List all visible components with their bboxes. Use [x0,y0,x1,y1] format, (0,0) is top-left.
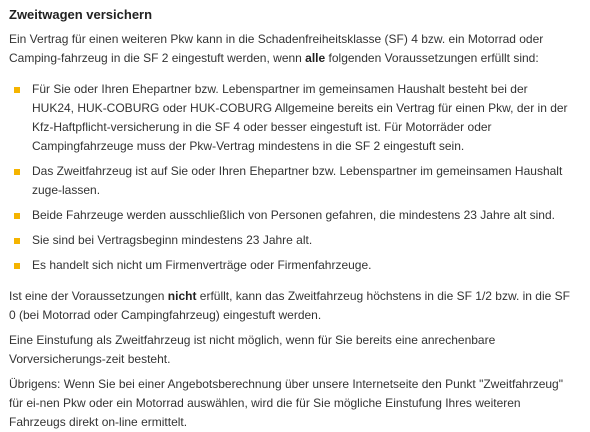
intro-bold-word: alle [305,51,326,65]
intro-text-end: folgenden Voraussetzungen erfüllt sind: [325,51,539,65]
square-bullet-icon [14,213,20,219]
list-item [9,231,570,250]
square-bullet-icon [14,238,20,244]
list-item-text: Das Zweitfahrzeug ist auf Sie oder Ihren Ehepartner bzw. Lebenspartner im gemeinsamen Haushalt zuge-lassen. [32,164,563,197]
square-bullet-icon [14,169,20,175]
list-item-text: Für Sie oder Ihren Ehepartner bzw. Lebenspartner im gemeinsamen Haushalt besteht bei der HUK24, HUK-COBURG oder HUK-COBURG Allgemeine bereits ein Vertrag für einen Pkw, der in der Kfz-Haftpflicht-versicherung in die SF 4 oder besser eingestuft ist. Für Motorräder oder Campingfahrzeuge muss der Pkw-Vertrag mindestens in die SF 2 eingestuft sein. [32,82,568,153]
list-item [9,80,570,156]
not-met-bold-word: nicht [167,289,197,303]
conditions-list [9,80,570,275]
prior-insurance-paragraph: Eine Einstufung als Zweitfahrzeug ist nicht möglich, wenn für Sie bereits eine anrechenbare Vorversicherungs-zeit besteht. [9,333,496,366]
square-bullet-icon [14,87,20,93]
list-item-text: Sie sind bei Vertragsbeginn mindestens 23 Jahre alt. [32,233,313,247]
list-item [9,206,570,225]
list-item-text: Beide Fahrzeuge werden ausschließlich von Personen gefahren, die mindestens 23 Jahre alt sind. [32,208,555,222]
not-met-paragraph [9,287,570,325]
not-met-text-start: Ist eine der Voraussetzungen [9,289,168,303]
intro-text-start: Ein Vertrag für einen weiteren Pkw kann in die Schadenfreiheitsklasse (SF) 4 bzw. ein Motorrad oder Camping-fahrzeug in die SF 2 eingestuft werden, wenn [9,32,544,65]
page-title: Zweitwagen versichern [9,7,153,22]
square-bullet-icon [14,263,20,269]
intro-paragraph [9,30,570,68]
list-item [9,162,570,200]
note-paragraph: Übrigens: Wenn Sie bei einer Angebotsberechnung über unsere Internetseite den Punkt "Zweitfahrzeug" für ei-nen Pkw oder ein Motorrad auswählen, wird die für Sie mögliche Einstufung Ihres weiteren Fahrzeugs direkt on-line ermittelt. [9,377,563,429]
list-item-text: Es handelt sich nicht um Firmenverträge oder Firmenfahrzeuge. [32,258,372,272]
not-met-text-end: erfüllt, kann das Zweitfahrzeug höchstens in die SF 1/2 bzw. in die SF 0 (bei Motorrad oder Campingfahrzeug) eingestuft werden. [9,289,570,322]
list-item [9,256,570,275]
